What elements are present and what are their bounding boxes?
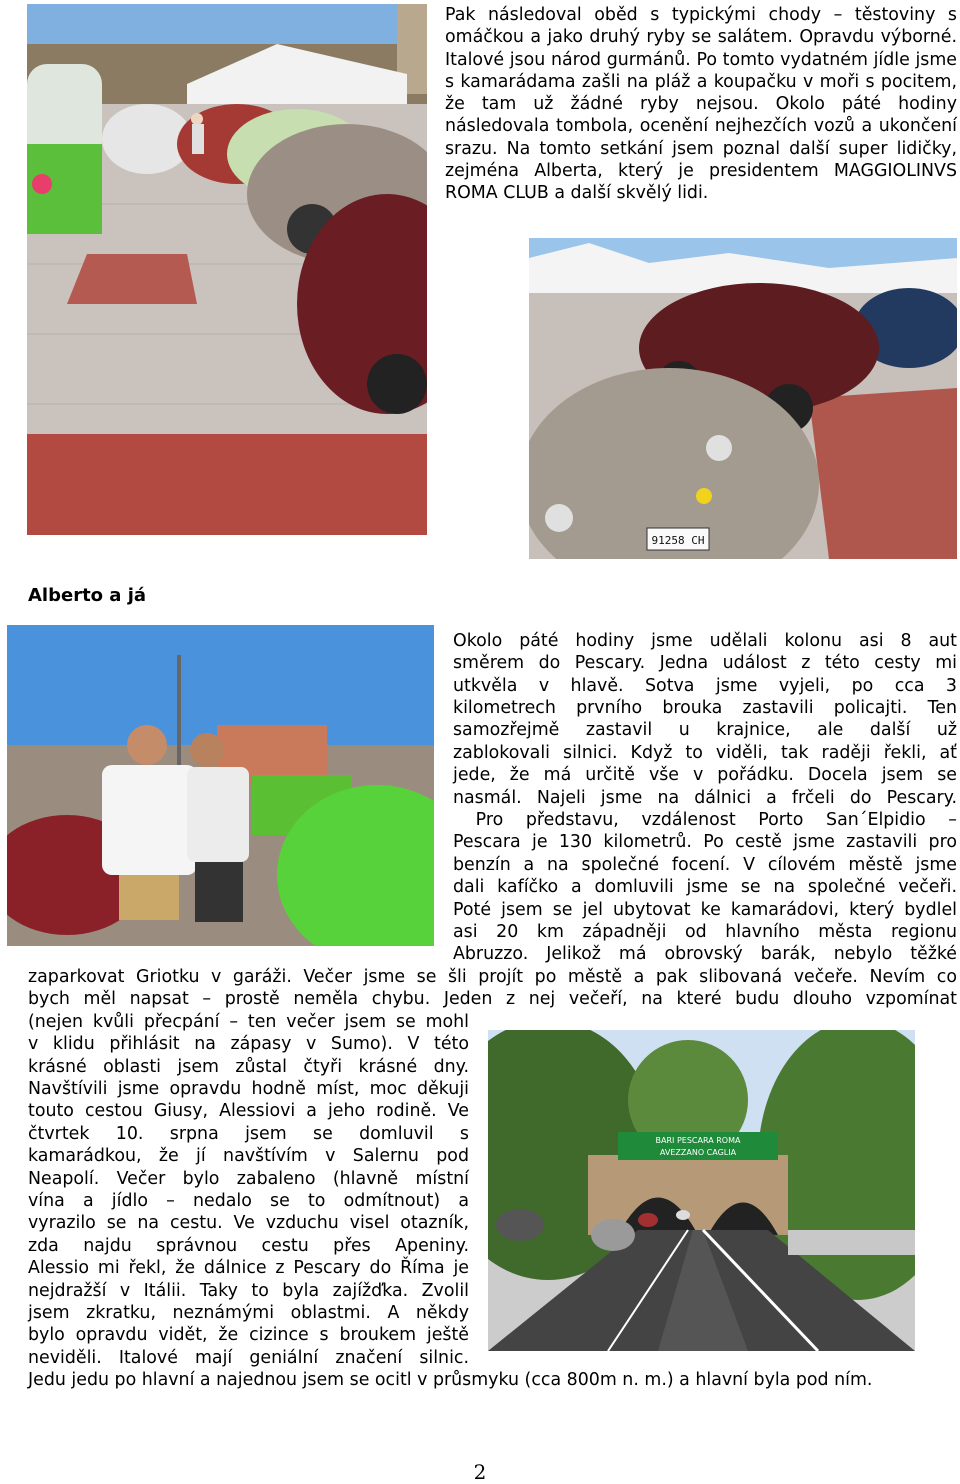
text-line: dali kafíčko a domluvili jsme se na společné večeři. [453, 877, 957, 897]
photo-alberto-and-me [7, 625, 434, 946]
text-line: Pro představu, vzdálenost Porto San´Elpidio – [453, 810, 957, 830]
text-line: v klidu přihlásit na zápasy v Sumo). V této [28, 1034, 469, 1054]
text-line: krásné oblasti jsem zůstal čtyři krásné dny. [28, 1057, 469, 1077]
text-line: nasmál. Najeli jsme na dálnici a frčeli do Pescary. [453, 788, 957, 808]
text-line: samozřejmě zastavil u krajnice, ale další už [453, 720, 957, 740]
text-line: bych měl napsat – prostě neměla chybu. Jeden z nej večeří, na které budu dlouho vzpomínat [28, 989, 957, 1009]
text-line: Okolo páté hodiny jsme udělali kolonu asi 8 aut [453, 631, 957, 651]
text-line: zaparkovat Griotku v garáži. Večer jsme se šli projít po městě a pak slibovaná večeře. Nevím co [28, 967, 957, 987]
text-line: benzín a na společné focení. V cílovém městě jsme [453, 855, 957, 875]
photo-highway-tunnel [488, 1030, 915, 1351]
text-line: kilometrech prvního brouka zastavili policajti. Ten [453, 698, 957, 718]
text-line: zablokovali silnici. Když to viděli, tak raději řekli, ať [453, 743, 957, 763]
text-line: Abruzzo. Jelikož má obrovský barák, nebylo těžké [453, 944, 957, 964]
text-line: Jedu jedu po hlavní a najednou jsem se ocitl v průsmyku (cca 800m n. m.) a hlavní byla pod ním. [28, 1370, 873, 1390]
paragraph-lunch: Pak následoval oběd s typickými chody – těstoviny s omáčkou a jako druhý ryby se salátem. Opravdu výborné. Italové jsou národ gurmánů. Po tomto vydatném jídle jsme s kamarádama zašli na pláž a koupačku v moři s pocitem, že tam už žádné ryby nejsou. Okolo páté hodiny následovala tombola, ocenění nejhezčích vozů a ukončení srazu. Na tomto setkání jsem poznal další super lidičky, zejména Alberta, který je presidentem MAGGIOLINVS ROMA CLUB a další skvělý lidi. [445, 5, 957, 204]
text-line: neviděli. Italové mají geniální značení silnic. [28, 1348, 469, 1368]
text-line: čtvrtek 10. srpna jsem se domluvil s [28, 1124, 469, 1144]
text-line: nejdražší v Itálii. Taky to byla zajížďka. Zvolil [28, 1281, 469, 1301]
text-line: Alessio mi řekl, že dálnice z Pescary do Říma je [28, 1258, 469, 1278]
text-line: vína a jídlo – nedalo se to odmítnout) a [28, 1191, 469, 1211]
text-line: zda najdu správnou cestu přes Apeniny. [28, 1236, 469, 1256]
text-line: Poté jsem se jel ubytovat ke kamarádovi, který bydlel [453, 900, 957, 920]
text-line: Neapolí. Večer bylo zabaleno (hlavně místní [28, 1169, 469, 1189]
text-line: jsem zkratku, neznámými oblastmi. A někdy [28, 1303, 469, 1323]
road-sign-line1: BARI PESCARA ROMA [655, 1136, 741, 1145]
text-line: bylo opravdu vidět, že cizince s broukem ještě [28, 1325, 469, 1345]
text-line: jede, že má určitě vše v pořádku. Docela jsem se [453, 765, 957, 785]
text-line: asi 20 km západněji od hlavního města regionu [453, 922, 957, 942]
text-line: utkvěla v hlavě. Sotva jsme vyjeli, po cca 3 [453, 676, 957, 696]
photo-caption: Alberto a já [28, 585, 147, 606]
text-line: vyrazilo se na cestu. Ve vzduchu visel otazník, [28, 1213, 469, 1233]
text-line: Navštívili jsme opravdu hodně míst, moc děkuji [28, 1079, 469, 1099]
page-number: 2 [473, 1460, 487, 1484]
photo-beige-beetle [529, 238, 957, 559]
photo-parked-beetles [27, 4, 427, 535]
text-line: touto cestou Giusy, Alessiovi a jeho rodině. Ve [28, 1101, 469, 1121]
license-plate: 91258 CH [651, 534, 705, 547]
text-line: kamarádkou, že jí navštívím v Salernu pod [28, 1146, 469, 1166]
text-line: směrem do Pescary. Jedna událost z této cesty mi [453, 653, 957, 673]
text-line: (nejen kvůli přecpání – ten večer jsem se mohl [28, 1012, 469, 1032]
road-sign-line2: AVEZZANO CAGLIA [659, 1148, 737, 1157]
text-line: Pescara je 130 kilometrů. Po cestě jsme zastavili pro [453, 832, 957, 852]
